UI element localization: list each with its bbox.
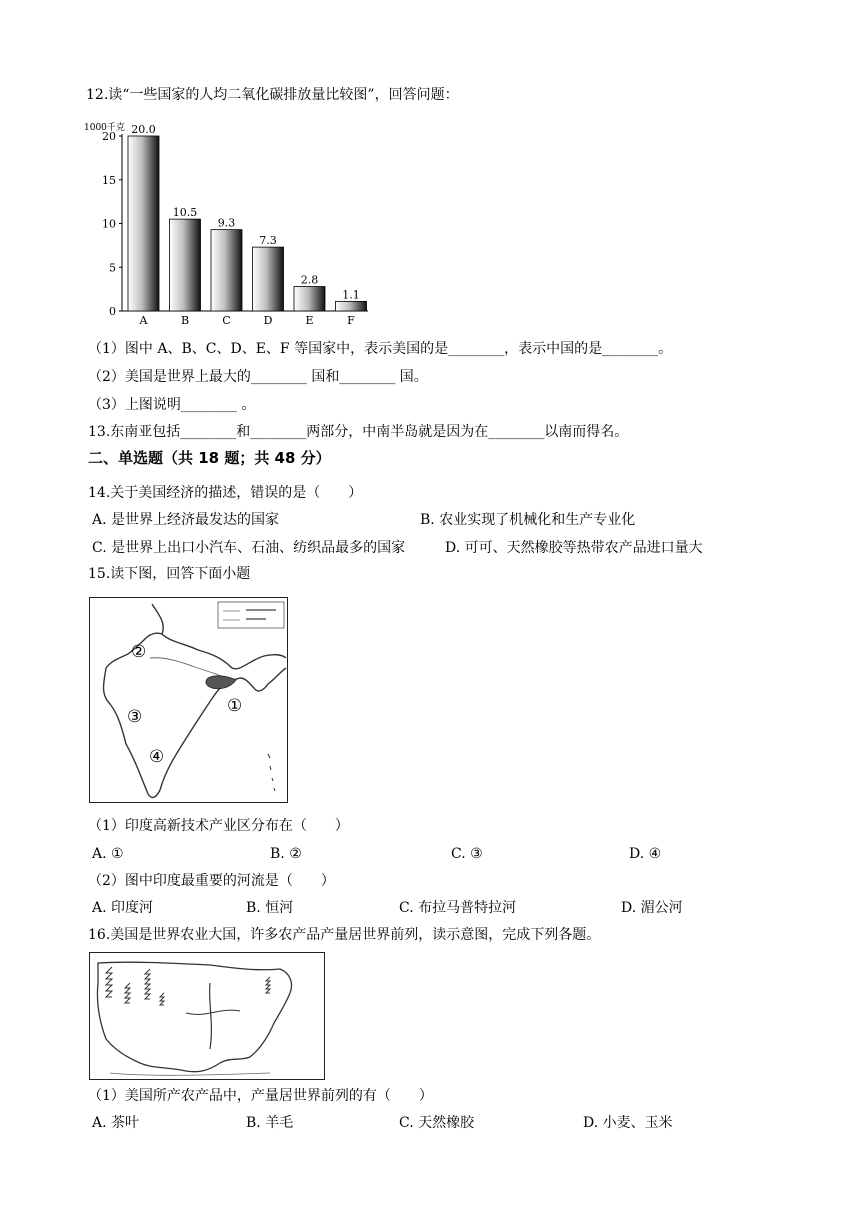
q13-stem: 13.东南亚包括________和________两部分，中南半岛就是因为在________以南而得名。	[88, 424, 629, 440]
x-category-label: F	[347, 314, 355, 327]
q14-option-a[interactable]: A. 是世界上经济最发达的国家	[92, 512, 280, 528]
q15-sub2: （2）图中印度最重要的河流是（ ）	[88, 873, 335, 889]
q16-sub1-option-c[interactable]: C. 天然橡胶	[399, 1115, 475, 1131]
q16-stem: 16.美国是世界农业大国，许多农产品产量居世界前列，读示意图，完成下列各题。	[88, 927, 601, 943]
q15-sub2-option-a[interactable]: A. 印度河	[92, 900, 154, 916]
y-tick-label: 5	[109, 261, 116, 275]
map-marker-4: ④	[149, 747, 165, 767]
bar-value-label: 1.1	[342, 288, 360, 302]
y-axis-unit-label: 1000千克	[84, 123, 125, 133]
x-category-label: E	[305, 314, 314, 327]
bar-e	[294, 287, 325, 312]
q15-sub1-option-b[interactable]: B. ②	[270, 846, 302, 862]
bar-b	[170, 219, 201, 311]
q15-stem: 15.读下图，回答下面小题	[88, 566, 251, 582]
y-tick-label: 20	[102, 130, 116, 143]
q15-sub1: （1）印度高新技术产业区分布在（ ）	[88, 818, 349, 834]
co2-bar-chart	[82, 114, 382, 328]
bar-a	[128, 136, 159, 311]
q15-sub1-option-c[interactable]: C. ③	[451, 846, 483, 862]
q14-option-d[interactable]: D. 可可、天然橡胶等热带农产品进口量大	[445, 540, 703, 556]
usa-outline	[90, 953, 324, 1079]
q16-sub1: （1）美国所产农产品中，产量居世界前列的有（ ）	[88, 1088, 433, 1104]
q15-sub2-option-c[interactable]: C. 布拉马普特拉河	[399, 900, 517, 916]
map-marker-1: ①	[227, 696, 243, 716]
q12-sub2: （2）美国是世界上最大的________ 国和________ 国。	[88, 369, 428, 385]
x-category-label: B	[180, 314, 190, 327]
q15-sub2-option-d[interactable]: D. 湄公河	[621, 900, 683, 916]
q16-sub1-option-a[interactable]: A. 茶叶	[92, 1115, 140, 1131]
map-marker-2: ②	[131, 642, 147, 662]
x-category-label: D	[263, 314, 273, 327]
bar-value-label: 10.5	[172, 206, 198, 220]
bar-value-label: 2.8	[300, 273, 319, 287]
map-marker-3: ③	[127, 707, 143, 727]
y-tick-label: 10	[102, 217, 116, 231]
india-map	[89, 597, 288, 803]
q12-sub3: （3）上图说明________ 。	[88, 397, 256, 413]
bar-value-label: 7.3	[259, 234, 277, 248]
q14-option-b[interactable]: B. 农业实现了机械化和生产专业化	[420, 512, 636, 528]
y-tick-label: 15	[102, 173, 116, 187]
section-title: 二、单选题（共 18 题；共 48 分）	[88, 449, 331, 467]
q16-sub1-option-b[interactable]: B. 羊毛	[246, 1115, 294, 1131]
x-category-label: C	[222, 314, 231, 327]
usa-map	[89, 952, 325, 1080]
q12-stem: 12.读“一些国家的人均二氧化碳排放量比较图”，回答问题：	[86, 87, 459, 103]
q15-sub1-option-a[interactable]: A. ①	[92, 846, 124, 862]
x-category-label: A	[139, 314, 148, 327]
bar-d	[253, 247, 284, 311]
q15-sub2-option-b[interactable]: B. 恒河	[246, 900, 294, 916]
q15-sub1-option-d[interactable]: D. ④	[629, 846, 662, 862]
q12-sub1: （1）图中 A、B、C、D、E、F 等国家中，表示美国的是________，表示中国的是________。	[88, 341, 673, 357]
bar-value-label: 9.3	[217, 216, 236, 230]
q14-option-c[interactable]: C. 是世界上出口小汽车、石油、纺织品最多的国家	[92, 540, 406, 556]
q14-stem: 14.关于美国经济的描述，错误的是（ ）	[88, 485, 363, 501]
bar-value-label: 20.0	[131, 123, 156, 136]
bar-c	[211, 230, 242, 311]
q16-sub1-option-d[interactable]: D. 小麦、玉米	[583, 1115, 673, 1131]
india-outline	[90, 598, 287, 802]
y-tick-label: 0	[109, 305, 116, 318]
bar-f	[336, 301, 367, 311]
